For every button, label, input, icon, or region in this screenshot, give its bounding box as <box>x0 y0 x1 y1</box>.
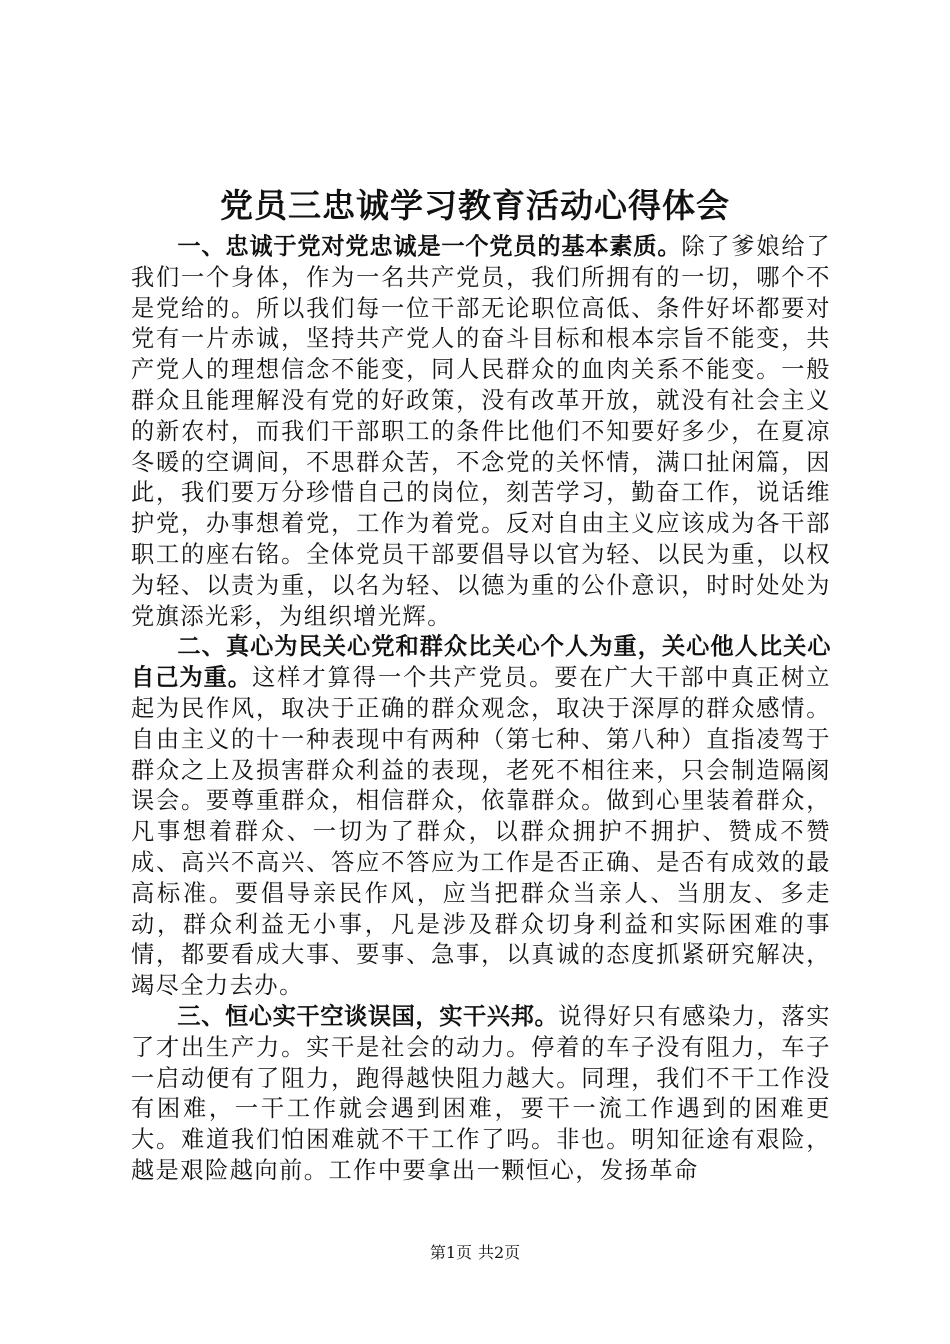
paragraph-2-text: 这样才算得一个共产党员。要在广大干部中真正树立起为民作风，取决于正确的群众观念，取决于深厚的群众感情。自由主义的十一种表现中有两种（第七种、第八种）直指凌驾于群众之上及损害群众利益的表现，老死不相往来，只会制造隔阂误会。要尊重群众，相信群众，依靠群众。做到心里装着群众，凡事想着群众、一切为了群众，以群众拥护不拥护、赞成不赞成、高兴不高兴、答应不答应为工作是否正确、是否有成效的最高标准。要倡导亲民作风，应当把群众当亲人、当朋友、多走动，群众利益无小事，凡是涉及群众切身利益和实际困难的事情，都要看成大事、要事、急事，以真诚的态度抓紧研究解决，竭尽全力去办。 <box>131 664 831 1000</box>
paragraph-3-text: 说得好只有感染力，落实了才出生产力。实干是社会的动力。停着的车子没有阻力，车子一启动便有了阻力，跑得越快阻力越大。同理，我们不干工作没有困难，一干工作就会遇到困难，要干一流工作遇到的困难更大。难道我们怕困难就不干工作了吗。非也。明知征途有艰险，越是艰险越向前。工作中要拿出一颗恒心，发扬革命 <box>131 1002 831 1184</box>
paragraph-2 <box>131 632 831 1002</box>
paragraph-3-heading: 三、恒心实干空谈误国，实干兴邦。 <box>177 1002 559 1030</box>
paragraph-1-heading: 一、忠诚于党对党忠诚是一个党员的基本素质。 <box>177 233 682 260</box>
paragraph-1-text: 除了爹娘给了我们一个身体，作为一名共产党员，我们所拥有的一切，哪个不是党给的。所以我们每一位干部无论职位高低、条件好坏都要对党有一片赤诚，坚持共产党人的奋斗目标和根本宗旨不能变，共产党人的理想信念不能变，同人民群众的血肉关系不能变。一般群众且能理解没有党的好政策，没有改革开放，就没有社会主义的新农村，而我们干部职工的条件比他们不知要好多少，在夏凉冬暖的空调间，不思群众苦，不念党的关怀情，满口扯闲篇，因此，我们要万分珍惜自己的岗位，刻苦学习，勤奋工作，说话维护党，办事想着党，工作为着党。反对自由主义应该成为各干部职工的座右铭。全体党员干部要倡导以官为轻、以民为重，以权为轻、以责为重，以名为轻、以德为重的公仆意识，时时处处为党旗添光彩，为组织增光辉。 <box>131 233 831 630</box>
page-number: 第1页 <box>429 1243 472 1262</box>
document-title: 党员三忠诚学习教育活动心得体会 <box>220 186 730 225</box>
paragraph-3 <box>131 1002 831 1187</box>
paragraph-2-heading: 二、真心为民关心党和群众比关心个人为重，关心他人比关心自己为重。 <box>131 633 831 692</box>
page-footer <box>0 1243 950 1263</box>
document-body <box>131 232 831 1187</box>
page-total: 共2页 <box>478 1243 521 1262</box>
paragraph-1 <box>131 232 831 632</box>
